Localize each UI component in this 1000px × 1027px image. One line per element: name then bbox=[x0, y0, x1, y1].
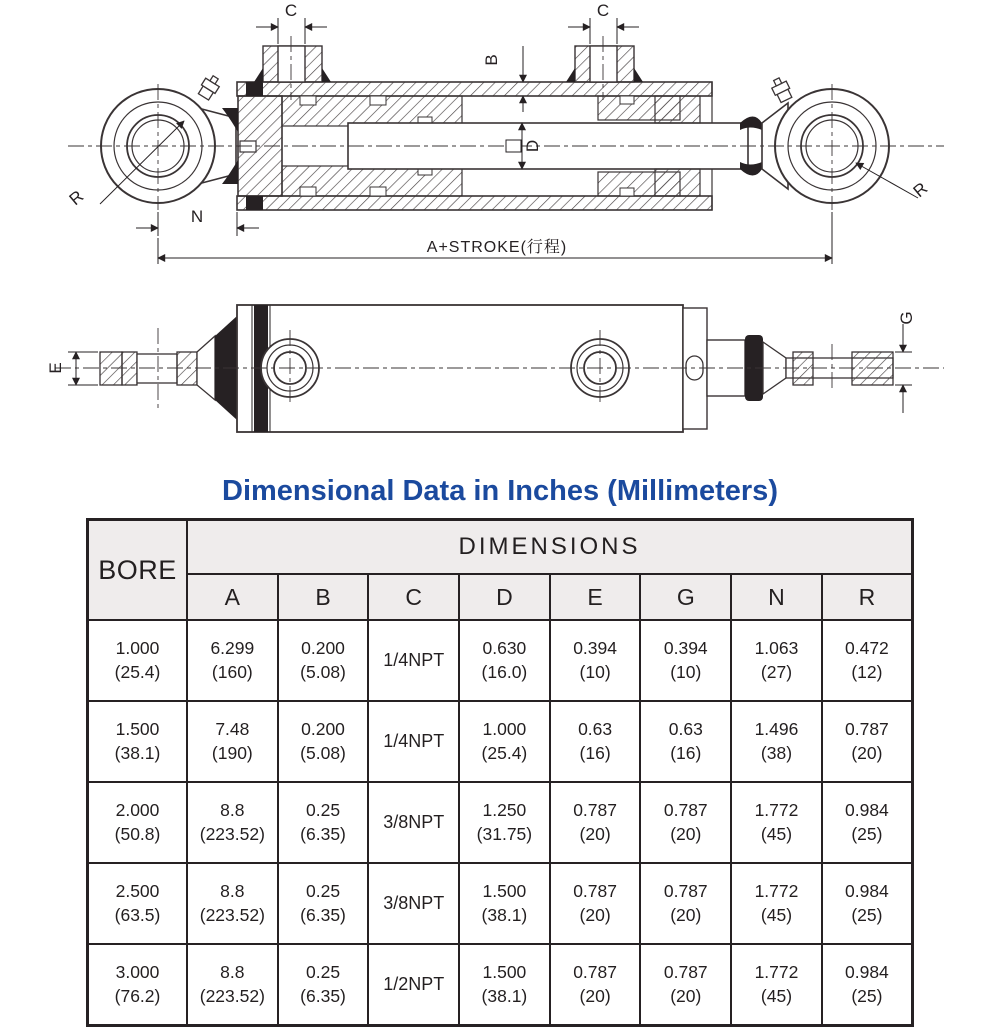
cell-line: 0.787 bbox=[573, 881, 617, 902]
cell-line: 1.772 bbox=[754, 962, 799, 983]
table-cell bbox=[731, 701, 822, 782]
cell-line: 1.500 bbox=[482, 962, 527, 983]
cell-line: 0.200 bbox=[301, 638, 345, 659]
cell-line: (190) bbox=[211, 742, 253, 763]
table-cell bbox=[640, 701, 731, 782]
table-row bbox=[88, 863, 913, 944]
dim-label-r-right: R bbox=[909, 178, 932, 202]
cell-line: 0.984 bbox=[845, 962, 889, 983]
header-col-c: C bbox=[368, 574, 459, 620]
table-cell bbox=[640, 782, 731, 863]
table-cell bbox=[459, 620, 550, 701]
cell-line: 0.984 bbox=[845, 800, 889, 821]
dim-label-d: D bbox=[523, 139, 542, 153]
table-cell bbox=[278, 782, 369, 863]
cell-line: (25) bbox=[851, 823, 883, 844]
dim-label-c-right: C bbox=[596, 1, 610, 20]
header-col-b: B bbox=[278, 574, 369, 620]
cell-line: (223.52) bbox=[199, 904, 265, 925]
cell-line: 0.787 bbox=[573, 962, 617, 983]
bore-cell bbox=[88, 620, 188, 701]
cell-line: 2.500 bbox=[115, 881, 160, 902]
table-cell bbox=[550, 701, 641, 782]
cell-line: (45) bbox=[760, 985, 793, 1006]
table-cell bbox=[822, 863, 913, 944]
table-cell bbox=[822, 620, 913, 701]
bore-cell bbox=[88, 782, 188, 863]
cell-line: (6.35) bbox=[300, 985, 346, 1006]
table-cell bbox=[731, 782, 822, 863]
cell-line: 8.8 bbox=[220, 962, 245, 983]
cell-line: 1.500 bbox=[482, 881, 527, 902]
dimensional-data-table bbox=[86, 518, 914, 1027]
cell-line: (16) bbox=[579, 742, 611, 763]
cell-line: (16.0) bbox=[481, 661, 528, 682]
table-cell bbox=[459, 782, 550, 863]
table-cell bbox=[459, 701, 550, 782]
table-cell bbox=[640, 620, 731, 701]
cylinder-drawing-svg bbox=[0, 0, 1000, 470]
cell-line: 3.000 bbox=[115, 962, 160, 983]
bore-cell bbox=[88, 701, 188, 782]
cell-line: 1/4NPT bbox=[383, 649, 445, 670]
column-letters-row bbox=[88, 574, 913, 620]
dim-label-a-stroke: A+STROKE(行程) bbox=[426, 239, 568, 256]
cell-line: 6.299 bbox=[210, 638, 255, 659]
cell-line: 1/4NPT bbox=[383, 730, 445, 751]
table-cell bbox=[187, 944, 278, 1026]
table-cell bbox=[278, 944, 369, 1026]
cell-line: (45) bbox=[760, 904, 793, 925]
cell-line: 0.630 bbox=[482, 638, 527, 659]
table-cell bbox=[368, 701, 459, 782]
cell-line: 0.787 bbox=[845, 719, 889, 740]
table-cell bbox=[822, 701, 913, 782]
port-right bbox=[566, 46, 643, 82]
cell-line: (223.52) bbox=[199, 823, 265, 844]
table-cell bbox=[187, 620, 278, 701]
bore-cell bbox=[88, 944, 188, 1026]
cell-line: (50.8) bbox=[114, 823, 161, 844]
cell-line: 1.000 bbox=[115, 638, 160, 659]
table-cell bbox=[731, 863, 822, 944]
grease-fitting-right bbox=[769, 76, 793, 104]
cell-line: (76.2) bbox=[114, 985, 161, 1006]
cell-line: 1.772 bbox=[754, 881, 799, 902]
cell-line: 8.8 bbox=[220, 800, 245, 821]
cell-line: 0.472 bbox=[845, 638, 889, 659]
cell-line: 1.496 bbox=[754, 719, 799, 740]
cell-line: (20) bbox=[670, 904, 702, 925]
table-cell bbox=[822, 782, 913, 863]
table-header bbox=[88, 520, 913, 621]
cell-line: 0.394 bbox=[573, 638, 617, 659]
table-row bbox=[88, 944, 913, 1026]
table-cell bbox=[187, 701, 278, 782]
cell-line: 1.000 bbox=[482, 719, 527, 740]
cell-line: (10) bbox=[670, 661, 702, 682]
header-col-d: D bbox=[459, 574, 550, 620]
cell-line: 0.394 bbox=[663, 638, 708, 659]
table-cell bbox=[550, 782, 641, 863]
dim-label-b: B bbox=[482, 54, 501, 66]
cell-line: (160) bbox=[211, 661, 253, 682]
cell-line: 0.787 bbox=[573, 800, 617, 821]
cell-line: (20) bbox=[670, 985, 702, 1006]
table-body bbox=[88, 620, 913, 1026]
table-row bbox=[88, 701, 913, 782]
cell-line: (25) bbox=[851, 985, 883, 1006]
cell-line: (63.5) bbox=[114, 904, 161, 925]
cell-line: (38.1) bbox=[114, 742, 161, 763]
cell-line: (27) bbox=[760, 661, 793, 682]
header-col-r: R bbox=[822, 574, 913, 620]
cell-line: (20) bbox=[670, 823, 702, 844]
cell-line: (5.08) bbox=[300, 742, 346, 763]
cell-line: 1.250 bbox=[482, 800, 527, 821]
cell-line: (25) bbox=[851, 904, 883, 925]
dim-label-g: G bbox=[897, 311, 916, 325]
table-cell bbox=[822, 944, 913, 1026]
table-cell bbox=[368, 863, 459, 944]
cell-line: (10) bbox=[579, 661, 611, 682]
cell-line: (12) bbox=[851, 661, 883, 682]
cell-line: 0.63 bbox=[578, 719, 613, 740]
cell-line: 3/8NPT bbox=[383, 892, 445, 913]
cell-line: 3/8NPT bbox=[383, 811, 445, 832]
dim-label-c-left: C bbox=[284, 1, 298, 20]
cell-line: (38) bbox=[760, 742, 793, 763]
table-cell bbox=[368, 620, 459, 701]
table-title: Dimensional Data in Inches (Millimeters) bbox=[222, 475, 778, 507]
cell-line: (38.1) bbox=[481, 904, 528, 925]
cell-line: 1.500 bbox=[115, 719, 160, 740]
cell-line: (5.08) bbox=[300, 661, 346, 682]
dim-label-e: E bbox=[46, 362, 65, 374]
header-col-g: G bbox=[640, 574, 731, 620]
table-cell bbox=[368, 782, 459, 863]
cell-line: 1/2NPT bbox=[383, 973, 445, 994]
cell-line: (16) bbox=[670, 742, 702, 763]
cell-line: (20) bbox=[579, 985, 611, 1006]
grease-fitting-left bbox=[197, 73, 223, 101]
cell-line: 0.787 bbox=[663, 800, 708, 821]
header-bore: BORE bbox=[88, 520, 188, 621]
cell-line: (6.35) bbox=[300, 904, 346, 925]
table-cell bbox=[459, 944, 550, 1026]
cell-line: (223.52) bbox=[199, 985, 265, 1006]
cell-line: 0.787 bbox=[663, 962, 708, 983]
cell-line: (38.1) bbox=[481, 985, 528, 1006]
cell-line: 0.25 bbox=[306, 800, 341, 821]
cylinder-drawings bbox=[0, 0, 1000, 470]
cell-line: 0.25 bbox=[306, 881, 341, 902]
header-col-e: E bbox=[550, 574, 641, 620]
cell-line: (25.4) bbox=[114, 661, 161, 682]
cell-line: 8.8 bbox=[220, 881, 245, 902]
table-cell bbox=[731, 944, 822, 1026]
table-cell bbox=[187, 863, 278, 944]
cell-line: 1.063 bbox=[754, 638, 799, 659]
table-cell bbox=[368, 944, 459, 1026]
table-cell bbox=[550, 863, 641, 944]
table-cell bbox=[187, 782, 278, 863]
plan-view bbox=[100, 305, 893, 432]
header-col-n: N bbox=[731, 574, 822, 620]
dim-label-n: N bbox=[190, 207, 204, 226]
cell-line: 1.772 bbox=[754, 800, 799, 821]
cell-line: 0.787 bbox=[663, 881, 708, 902]
cell-line: (25.4) bbox=[481, 742, 528, 763]
cell-line: 0.984 bbox=[845, 881, 889, 902]
port-left bbox=[254, 46, 331, 82]
table-row bbox=[88, 782, 913, 863]
cell-line: (20) bbox=[851, 742, 883, 763]
cell-line: (20) bbox=[579, 823, 611, 844]
cell-line: 7.48 bbox=[215, 719, 250, 740]
cell-line: (20) bbox=[579, 904, 611, 925]
cell-line: (45) bbox=[760, 823, 793, 844]
table-cell bbox=[731, 620, 822, 701]
header-col-a: A bbox=[187, 574, 278, 620]
bore-cell bbox=[88, 863, 188, 944]
cell-line: 2.000 bbox=[115, 800, 160, 821]
cell-line: 0.200 bbox=[301, 719, 345, 740]
table-cell bbox=[640, 944, 731, 1026]
cross-section-view bbox=[101, 46, 889, 210]
header-dimensions: DIMENSIONS bbox=[187, 520, 913, 575]
table-cell bbox=[278, 701, 369, 782]
table-cell bbox=[640, 863, 731, 944]
table-cell bbox=[550, 944, 641, 1026]
table-cell bbox=[278, 863, 369, 944]
dim-label-r-left: R bbox=[65, 186, 88, 210]
cell-line: 0.63 bbox=[668, 719, 703, 740]
table-row bbox=[88, 620, 913, 701]
cell-line: (6.35) bbox=[300, 823, 346, 844]
cell-line: 0.25 bbox=[306, 962, 341, 983]
table-cell bbox=[550, 620, 641, 701]
table-cell bbox=[278, 620, 369, 701]
table-cell bbox=[459, 863, 550, 944]
cell-line: (31.75) bbox=[476, 823, 533, 844]
